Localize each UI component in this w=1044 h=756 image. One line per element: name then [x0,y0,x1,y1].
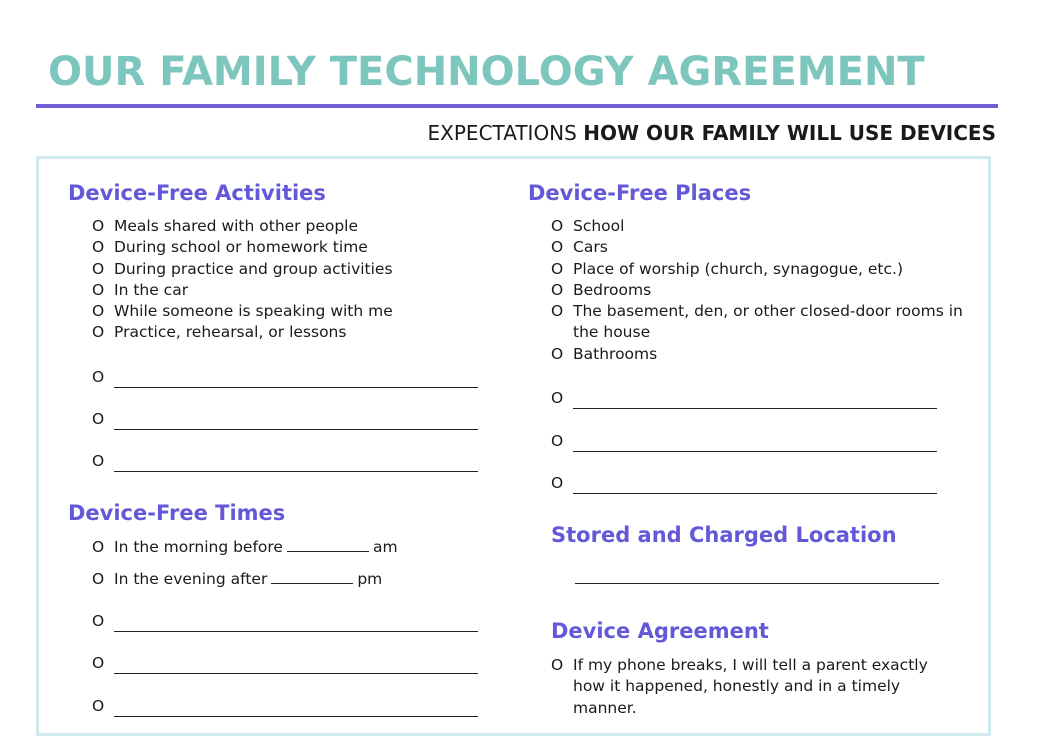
place-label: Place of worship (church, synagogue, etc.) [573,259,904,278]
write-in-line[interactable] [573,408,937,409]
list-item [551,655,951,719]
activity-label: During practice and group activities [114,259,393,278]
write-in-line[interactable] [573,451,937,452]
list-item [551,216,971,237]
time-morning-blank[interactable] [287,539,369,552]
write-in-line[interactable] [114,387,478,388]
list-item [551,237,971,258]
heading-device-free-times: Device-Free Times [68,501,286,525]
bullet-circle: O [92,302,105,321]
bullet-circle: O [92,259,105,278]
write-in-line[interactable] [573,493,937,494]
place-label: Bedrooms [573,280,652,299]
activity-label: Practice, rehearsal, or lessons [114,323,347,342]
place-label: School [573,217,625,235]
place-blank-field[interactable] [551,387,941,409]
bullet-circle: O [551,344,564,363]
heading-device-agreement: Device Agreement [551,619,769,643]
place-blank-field[interactable] [551,430,941,452]
bullet-circle: O [92,452,105,470]
title-divider [36,104,998,108]
time-morning-unit: am [372,538,398,556]
bullet-circle: O [92,368,105,386]
heading-device-free-places: Device-Free Places [528,181,752,205]
bullet-circle: O [551,474,564,492]
write-in-line[interactable] [114,429,478,430]
bullet-circle: O [92,280,105,299]
bullet-circle: O [551,217,564,235]
bullet-circle: O [551,238,564,257]
write-in-line[interactable] [114,471,478,472]
subtitle-light: EXPECTATIONS [427,121,577,145]
place-label: Bathrooms [573,344,658,363]
activity-blank-field[interactable] [92,450,482,472]
bullet-circle: O [92,238,105,257]
write-in-line[interactable] [114,716,478,717]
time-evening-blank[interactable] [271,571,353,584]
heading-device-free-activities: Device-Free Activities [68,181,326,205]
bullet-circle: O [92,654,105,672]
list-item [551,280,971,301]
bullet-circle: O [92,410,105,428]
bullet-circle: O [551,432,564,450]
bullet-circle: O [551,302,564,321]
page-subtitle [428,119,996,147]
activity-label: During school or homework time [114,238,368,257]
time-morning-label: In the morning before [114,538,283,556]
subtitle-bold: HOW OUR FAMILY WILL USE DEVICES [583,121,996,145]
place-blank-field[interactable] [551,472,941,494]
bullet-circle: O [551,389,564,407]
list-item [92,301,492,322]
list-item [551,301,963,344]
bullet-circle: O [92,217,105,235]
bullet-circle: O [92,570,105,588]
list-item [92,259,492,280]
place-label: The basement, den, or other closed-door rooms in the house [573,302,963,342]
list-item [92,280,492,301]
activity-blank-field[interactable] [92,366,482,388]
list-item [92,237,492,258]
write-in-line[interactable] [114,673,478,674]
list-item [92,322,492,343]
list-item [551,259,971,280]
bullet-circle: O [551,656,564,674]
time-evening-row [92,568,382,590]
places-list [551,216,971,365]
time-blank-field[interactable] [92,695,482,717]
activity-blank-field[interactable] [92,408,482,430]
time-blank-field[interactable] [92,652,482,674]
list-item [92,216,492,237]
bullet-circle: O [92,538,105,556]
stored-location-blank[interactable] [575,583,939,584]
list-item [551,344,971,365]
bullet-circle: O [551,259,564,278]
time-evening-unit: pm [357,570,383,588]
time-blank-field[interactable] [92,610,482,632]
write-in-line[interactable] [114,631,478,632]
activity-label: In the car [114,280,189,299]
bullet-circle: O [551,280,564,299]
bullet-circle: O [92,612,105,630]
time-morning-row [92,536,398,558]
agreement-label: If my phone breaks, I will tell a parent exactly how it happened, honestly and in a timely manner. [573,656,928,717]
bullet-circle: O [92,323,105,342]
activity-label: Meals shared with other people [114,217,359,235]
activity-label: While someone is speaking with me [114,302,393,321]
place-label: Cars [573,238,608,257]
bullet-circle: O [92,697,105,715]
agreement-list [551,655,951,719]
time-evening-label: In the evening after [114,570,268,588]
heading-stored-charged-location: Stored and Charged Location [551,523,897,547]
activities-list [92,216,492,344]
page-title: OUR FAMILY TECHNOLOGY AGREEMENT [48,49,925,95]
